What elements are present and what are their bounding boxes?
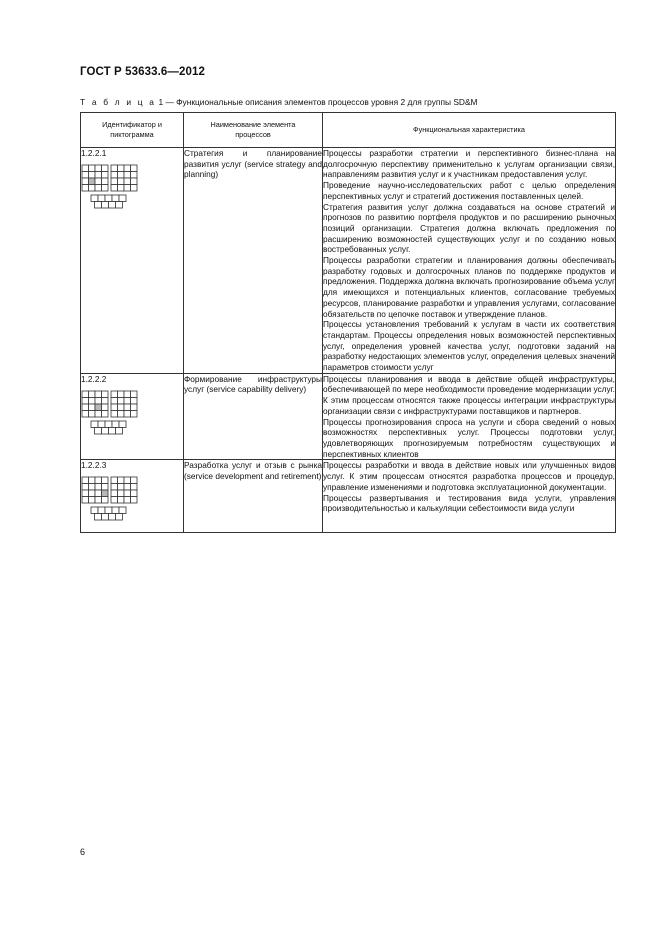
pictogram-cell	[95, 172, 102, 179]
page-number: 6	[80, 847, 86, 857]
pictogram-cell	[105, 421, 112, 428]
pictogram-cell	[118, 484, 125, 491]
pictogram-cell	[131, 185, 138, 192]
pictogram-cell	[124, 404, 131, 411]
pictogram-cell	[119, 195, 126, 202]
pictogram-cell	[89, 397, 96, 404]
pictogram-cell	[95, 484, 102, 491]
pictogram-cell	[102, 202, 109, 209]
pictogram-cell	[91, 421, 98, 428]
process-description	[323, 460, 616, 533]
process-pictogram	[81, 476, 143, 532]
pictogram-cell	[89, 404, 96, 411]
pictogram-cell	[116, 202, 123, 209]
description-paragraph: Процессы разработки стратегии и планирования должны обеспечивать разработку годовых и долгосрочных планов по поддержке продуктов и предложения. Поддержка должна включать прогнозирование объема услуг для имеющихся и потенциальных клиентов, согласование требуемых ресурсов, планирование разработки и управления услугами, согласование обязательств по цепочке поставок и утверждение планов.	[323, 255, 615, 319]
header-name-column	[184, 113, 323, 148]
pictogram-cell	[124, 165, 131, 172]
pictogram-cell	[102, 397, 109, 404]
pictogram-cell	[124, 391, 131, 398]
pictogram-cell	[124, 497, 131, 504]
pictogram-cell	[82, 172, 89, 179]
pictogram-cell	[131, 490, 138, 497]
pictogram-cell	[89, 172, 96, 179]
pictogram-cell	[131, 497, 138, 504]
pictogram-cell	[118, 397, 125, 404]
pictogram-cell	[111, 185, 118, 192]
pictogram-cell	[95, 391, 102, 398]
pictogram-cell	[82, 484, 89, 491]
header-desc-column: Функциональная характеристика	[323, 113, 616, 148]
pictogram-cell	[95, 427, 102, 434]
pictogram-cell	[95, 497, 102, 504]
pictogram-cell	[82, 185, 89, 192]
process-name: Формирование инфраструктуры услуг (service capability delivery)	[184, 373, 323, 460]
process-id: 1.2.2.3	[81, 460, 107, 471]
table-caption-text: 1 — Функциональные описания элементов процессов уровня 2 для группы SD&M	[156, 97, 478, 107]
document-header: ГОСТ Р 53633.6—2012	[80, 66, 205, 78]
pictogram-cell	[118, 410, 125, 417]
functional-description-table	[80, 112, 616, 533]
pictogram-cell	[124, 185, 131, 192]
pictogram-cell	[118, 172, 125, 179]
id-cell	[81, 373, 184, 460]
pictogram-cell	[118, 391, 125, 398]
pictogram-cell	[116, 514, 123, 521]
pictogram-cell	[131, 172, 138, 179]
header-name-line2: процессов	[235, 130, 271, 139]
id-cell	[81, 460, 184, 533]
pictogram-cell	[118, 490, 125, 497]
pictogram-cell	[111, 178, 118, 185]
pictogram-cell	[102, 391, 109, 398]
pictogram-cell	[111, 172, 118, 179]
pictogram-cell	[102, 477, 109, 484]
pictogram-cell	[82, 410, 89, 417]
pictogram-cell	[119, 421, 126, 428]
pictogram-cell	[89, 391, 96, 398]
process-id: 1.2.2.2	[81, 373, 107, 384]
pictogram-cell	[111, 490, 118, 497]
pictogram-cell	[82, 404, 89, 411]
table-header-row	[81, 113, 616, 148]
header-id-line2: пиктограмма	[110, 130, 154, 139]
pictogram-cell	[112, 507, 119, 514]
description-paragraph: Процессы установления требований к услугам в части их соответствия стандартам. Процессы определения новых возможностей перспективных услуг, определения уровней качества услуг, подготовки заданий на разработку недостающих элементов услуг, определения целевых значений параметров стоимости услуг	[323, 319, 615, 373]
pictogram-cell	[124, 397, 131, 404]
process-pictogram	[81, 390, 143, 446]
pictogram-cell	[118, 497, 125, 504]
pictogram-cell	[111, 477, 118, 484]
pictogram-cell	[98, 421, 105, 428]
pictogram-cell	[98, 195, 105, 202]
pictogram-cell	[131, 397, 138, 404]
process-name: Разработка услуг и отзыв с рынка (service development and retirement)	[184, 460, 323, 533]
pictogram-cell	[95, 410, 102, 417]
pictogram-cell	[116, 427, 123, 434]
pictogram-cell	[95, 185, 102, 192]
pictogram-cell	[124, 484, 131, 491]
process-name: Стратегия и планирование развития услуг (service strategy and planning)	[184, 148, 323, 374]
pictogram-cell	[112, 421, 119, 428]
pictogram-cell	[89, 490, 96, 497]
pictogram-cell	[124, 477, 131, 484]
pictogram-cell	[89, 410, 96, 417]
description-paragraph: Процессы планирования и ввода в действие общей инфраструктуры, обеспечивающей по мере необходимости проведение модернизации услуг. К этим процессам относятся также процессы интеграции инфраструктуры организации связи с инфраструктурами поставщиков и партнеров.	[323, 373, 615, 416]
pictogram-cell	[111, 497, 118, 504]
pictogram-cell	[102, 165, 109, 172]
pictogram-cell	[111, 410, 118, 417]
description-paragraph: Процессы развертывания и тестирования вида услуги, управления производительностью и калькуляции себестоимости вида услуги	[323, 492, 615, 514]
pictogram-cell	[118, 165, 125, 172]
process-id: 1.2.2.1	[81, 148, 107, 158]
pictogram-cell	[102, 404, 109, 411]
pictogram-cell	[95, 202, 102, 209]
pictogram-cell	[98, 507, 105, 514]
table-row	[81, 460, 616, 533]
pictogram-cell	[112, 195, 119, 202]
pictogram-cell	[109, 514, 116, 521]
pictogram-cell	[105, 195, 112, 202]
pictogram-cell	[102, 185, 109, 192]
pictogram-cell	[95, 490, 102, 497]
pictogram-cell	[89, 185, 96, 192]
pictogram-cell	[131, 484, 138, 491]
pictogram-cell	[131, 404, 138, 411]
table-row	[81, 148, 616, 374]
pictogram-cell	[102, 178, 109, 185]
pictogram-cell	[95, 477, 102, 484]
process-pictogram	[81, 164, 143, 220]
header-name-line1: Наименование элемента	[210, 120, 296, 129]
pictogram-cell	[111, 397, 118, 404]
pictogram-cell	[91, 507, 98, 514]
pictogram-cell	[102, 172, 109, 179]
pictogram-cell	[118, 477, 125, 484]
pictogram-cell	[109, 427, 116, 434]
pictogram-cell	[102, 427, 109, 434]
pictogram-cell	[89, 477, 96, 484]
description-paragraph: Процессы прогнозирования спроса на услуги и сбора сведений о новых возможностях перспективных услуг. Процессы подготовки услуг, удовлетворяющих прогнозируемым потребностям существующих и перспективных клиентов	[323, 416, 615, 459]
pictogram-cell	[131, 178, 138, 185]
pictogram-highlight-cell	[95, 404, 102, 411]
pictogram-cell	[82, 477, 89, 484]
description-paragraph: Процессы разработки и ввода в действие новых или улучшенных видов услуг. К этим процессам относятся разработка процессов и процедур, управление изменениями и подготовка эксплуатационной документации.	[323, 460, 615, 492]
pictogram-cell	[118, 404, 125, 411]
pictogram-cell	[105, 507, 112, 514]
pictogram-cell	[118, 185, 125, 192]
pictogram-cell	[118, 178, 125, 185]
pictogram-cell	[82, 497, 89, 504]
pictogram-cell	[95, 178, 102, 185]
pictogram-cell	[89, 484, 96, 491]
process-description	[323, 148, 616, 374]
pictogram-cell	[111, 404, 118, 411]
pictogram-cell	[82, 165, 89, 172]
pictogram-cell	[82, 391, 89, 398]
id-cell	[81, 148, 184, 374]
pictogram-cell	[82, 178, 89, 185]
pictogram-cell	[102, 410, 109, 417]
pictogram-cell	[131, 165, 138, 172]
pictogram-highlight-cell	[102, 490, 109, 497]
pictogram-cell	[82, 490, 89, 497]
pictogram-cell	[102, 514, 109, 521]
description-paragraph: Проведение научно-исследовательских работ с целью определения перспективных услуг и стратегий достижения поставленных целей.	[323, 180, 615, 201]
pictogram-highlight-cell	[89, 178, 96, 185]
pictogram-cell	[131, 477, 138, 484]
header-id-column	[81, 113, 184, 148]
pictogram-cell	[131, 391, 138, 398]
pictogram-cell	[111, 165, 118, 172]
pictogram-cell	[102, 497, 109, 504]
pictogram-cell	[124, 172, 131, 179]
table-row	[81, 373, 616, 460]
pictogram-cell	[95, 165, 102, 172]
pictogram-cell	[109, 202, 116, 209]
pictogram-cell	[124, 178, 131, 185]
description-paragraph: Стратегия развития услуг должна создаваться на основе стратегий и прогнозов по развитию портфеля продуктов и по расширению рыночных позиций организации. Стратегия должна включать предложения по расширению возможностей существующих услуг и по созданию новых востребованных услуг.	[323, 201, 615, 255]
pictogram-cell	[119, 507, 126, 514]
pictogram-cell	[131, 410, 138, 417]
pictogram-cell	[82, 397, 89, 404]
process-description	[323, 373, 616, 460]
pictogram-cell	[89, 497, 96, 504]
pictogram-cell	[102, 484, 109, 491]
pictogram-cell	[91, 195, 98, 202]
description-paragraph: Процессы разработки стратегии и перспективного бизнес-плана на долгосрочную перспективу применительно к услугам организации связи, направлениям развития услуг и к участникам предоставления услуг.	[323, 148, 615, 180]
pictogram-cell	[111, 391, 118, 398]
pictogram-cell	[95, 514, 102, 521]
header-id-line1: Идентификатор и	[102, 120, 162, 129]
table-caption-prefix: Т а б л и ц а	[80, 97, 157, 107]
pictogram-cell	[124, 410, 131, 417]
table-caption	[80, 97, 478, 107]
pictogram-cell	[89, 165, 96, 172]
pictogram-cell	[124, 490, 131, 497]
pictogram-cell	[111, 484, 118, 491]
pictogram-cell	[95, 397, 102, 404]
